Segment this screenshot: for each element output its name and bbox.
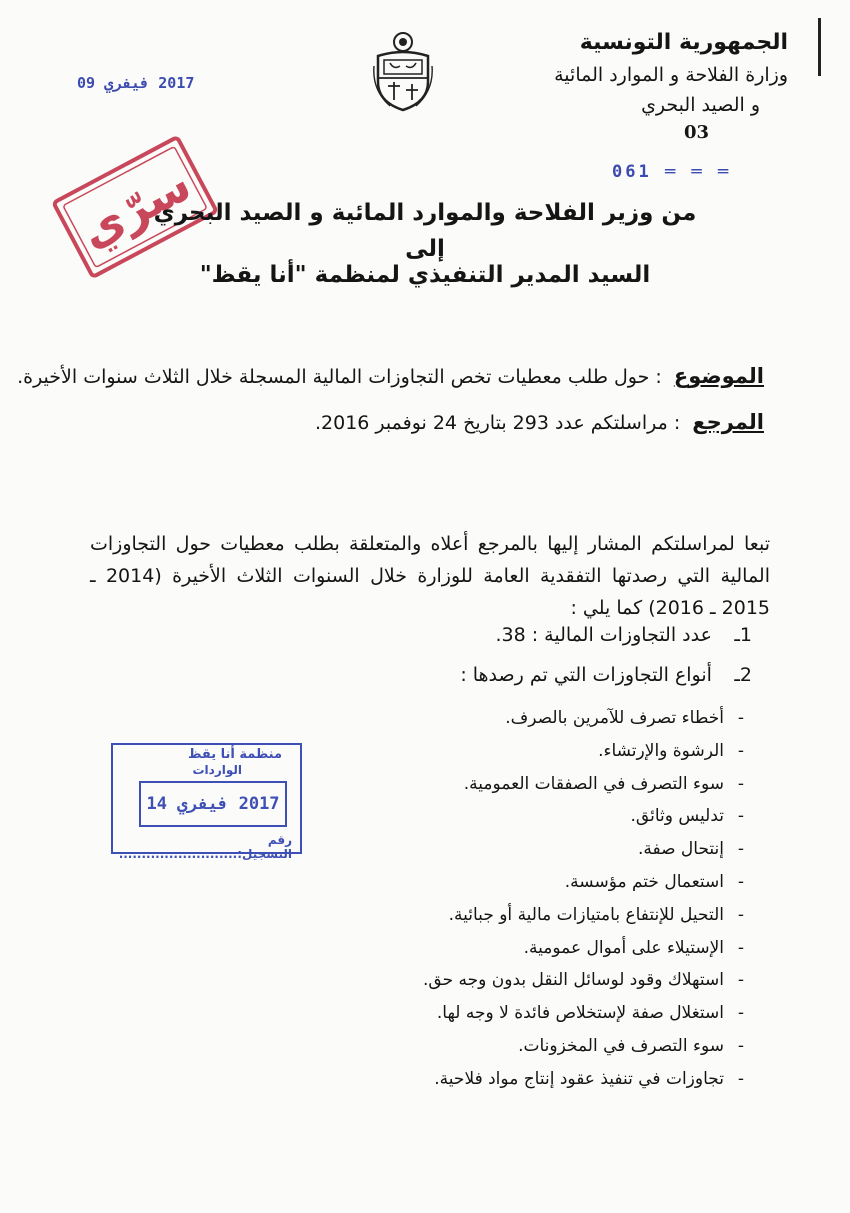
list-item: -استعمال ختم مؤسسة. <box>564 871 745 892</box>
reference-label: المرجع <box>692 410 764 434</box>
subject-row <box>17 364 764 388</box>
item-number: 1ـ <box>734 624 752 646</box>
ministry-name: وزارة الفلاحة و الموارد المائية <box>554 64 788 86</box>
to-word: إلى <box>405 236 445 262</box>
republic-heading: الجمهورية التونسية <box>579 30 788 55</box>
list-item: -تدليس وثائق. <box>630 806 745 827</box>
list-item: -استهلاك وقود لوسائل النقل بدون وجه حق. <box>423 970 745 991</box>
secret-stamp-label: سرّي <box>71 156 200 259</box>
list-item: -الرشوة والإرتشاء. <box>598 740 745 761</box>
received-stamp <box>111 743 302 861</box>
received-stamp-registration: رقم التسجيل:.......................... <box>118 833 292 861</box>
received-stamp-org: منظمة أنا يقظ <box>187 747 282 762</box>
item-number: 2ـ <box>734 664 752 686</box>
list-item: -الإستيلاء على أموال عمومية. <box>523 937 745 958</box>
item-types <box>460 664 752 686</box>
list-item: -سوء التصرف في الصفقات العمومية. <box>463 773 745 794</box>
reference-text: : مراسلتكم عدد 293 بتاريخ 24 نوفمبر 2016. <box>314 412 681 434</box>
margin-mark <box>818 18 821 76</box>
item-count <box>495 624 752 646</box>
reference-row <box>315 410 764 434</box>
subject-label: الموضوع <box>673 364 764 388</box>
item-text: أنواع التجاوزات التي تم رصدها : <box>460 664 712 686</box>
sender-line: من وزير الفلاحة والموارد المائية و الصيد البحري <box>153 200 697 226</box>
list-item: -استغلال صفة لإستخلاص فائدة لا وجه لها. <box>436 1003 745 1024</box>
subject-text: : حول طلب معطيات تخص التجاوزات المالية المسجلة خلال الثلاث سنوات الأخيرة. <box>17 366 662 388</box>
ministry-name-cont: و الصيد البحري <box>641 94 760 116</box>
received-stamp-sub: الواردات <box>192 763 242 777</box>
outgoing-number-stamp: 061 ═ ═ ═ <box>612 162 732 182</box>
list-item: -سوء التصرف في المخزونات. <box>518 1035 745 1056</box>
office-code: 03 <box>684 122 710 143</box>
intro-paragraph: تبعا لمراسلتكم المشار إليها بالمرجع أعلاه والمتعلقة بطلب معطيات حول التجاوزات المالية التي رصدتها التفقدية العامة للوزارة خلال السنوات الثلاث الأخيرة (2014 ـ 2015 ـ 2016) كما يلي : <box>90 533 771 619</box>
date-stamp: 2017 فيفري 09 <box>77 74 195 92</box>
list-item: -إنتحال صفة. <box>637 839 745 860</box>
received-stamp-date: 2017 فيفري 14 <box>139 781 287 827</box>
list-item: -تجاوزات في تنفيذ عقود إنتاج مواد فلاحية. <box>434 1068 745 1089</box>
item-text: عدد التجاوزات المالية : 38. <box>495 624 712 646</box>
addressee-line: السيد المدير التنفيذي لمنظمة "أنا يقظ" <box>199 262 651 288</box>
list-item: -أخطاء تصرف للآمرين بالصرف. <box>505 708 745 728</box>
coat-of-arms-icon <box>370 30 436 114</box>
list-item: -التحيل للإنتفاع بامتيازات مالية أو جبائية. <box>448 904 745 925</box>
